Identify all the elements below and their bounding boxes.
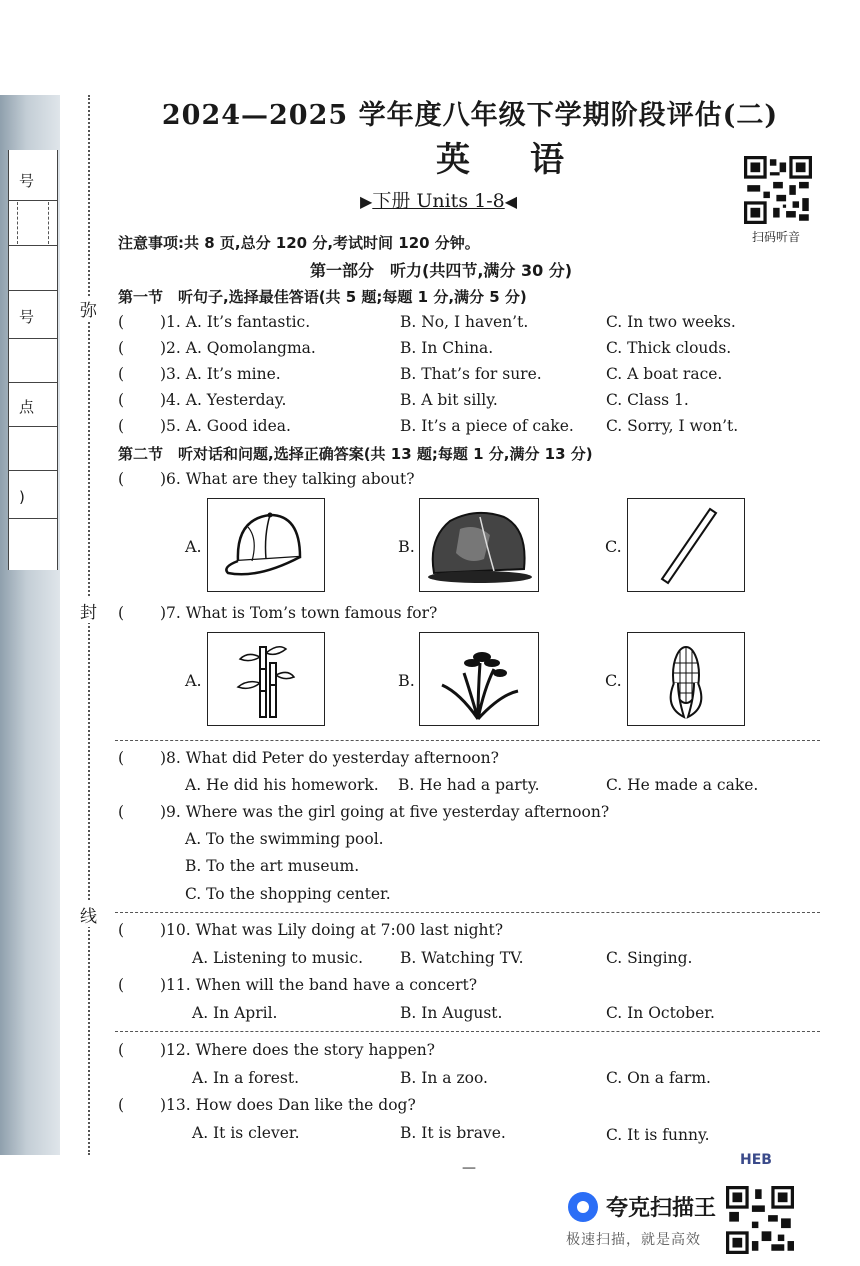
picture-option[interactable] (419, 498, 539, 592)
answer-blank[interactable]: ( (118, 417, 125, 435)
stick-icon (628, 499, 744, 591)
question-stem: )10. What was Lily doing at 7:00 last night? (160, 921, 504, 939)
option-c: C. On a farm. (606, 1069, 711, 1087)
answer-blank[interactable]: ( (118, 1096, 125, 1114)
question-stem: )5. A. Good idea. (160, 417, 291, 435)
answer-blank[interactable]: ( (118, 976, 125, 994)
picture-label: A. (185, 671, 202, 690)
triangle-right-icon: ▶ (360, 192, 373, 211)
seal-line (88, 95, 90, 1155)
answer-blank[interactable]: ( (118, 749, 125, 767)
question-stem: )11. When will the band have a concert? (160, 976, 478, 994)
answer-blank[interactable]: ( (118, 1041, 125, 1059)
scanner-tagline: 极速扫描，就是高效 (566, 1232, 701, 1248)
question-stem: )9. Where was the girl going at five yesterday afternoon? (160, 803, 610, 821)
picture-label: B. (398, 671, 415, 690)
question-stem: )7. What is Tom’s town famous for? (160, 604, 438, 622)
option-b: B. In China. (400, 339, 494, 357)
seal-word: 封 (80, 598, 97, 623)
qr-caption: 扫码听音 (752, 230, 801, 244)
notice: 注意事项:共 8 页,总分 120 分,考试时间 120 分钟。 (118, 234, 480, 252)
question-stem: )3. A. It’s mine. (160, 365, 281, 383)
exam-title: 2024—2025 学年度八年级下学期阶段评估(二) (161, 100, 779, 131)
option-b: B. That’s for sure. (400, 365, 542, 383)
bamboo-icon (208, 633, 324, 725)
page-marker: — (462, 1160, 476, 1176)
units-label: 下册 Units 1-8 (372, 190, 505, 212)
option-c: C. To the shopping center. (185, 885, 391, 903)
scanner-brand: 夸克扫描王 (606, 1196, 717, 1221)
option-b: B. He had a party. (398, 776, 540, 794)
info-label: ) (19, 488, 25, 506)
answer-blank[interactable]: ( (118, 921, 125, 939)
option-c: C. In October. (606, 1004, 715, 1022)
question-stem: )12. Where does the story happen? (160, 1041, 435, 1059)
answer-blank[interactable]: ( (118, 313, 125, 331)
picture-option[interactable] (207, 632, 325, 726)
corn-icon (628, 633, 744, 725)
question-stem: )6. What are they talking about? (160, 470, 415, 488)
question-stem: )2. A. Qomolangma. (160, 339, 316, 357)
info-label: 号 (19, 172, 35, 190)
option-a: A. To the swimming pool. (185, 830, 384, 848)
option-c: C. Sorry, I won’t. (606, 417, 739, 435)
option-a: A. He did his homework. (185, 776, 379, 794)
rice-plant-icon (420, 633, 538, 725)
option-b: B. To the art museum. (185, 857, 360, 875)
option-c: C. Class 1. (606, 391, 689, 409)
info-label: 点 (19, 398, 35, 416)
part-title: 第一部分 听力(共四节,满分 30 分) (310, 261, 573, 280)
option-b: B. Watching TV. (400, 949, 524, 967)
divider (115, 1031, 820, 1032)
section-title: 第一节 听句子,选择最佳答语(共 5 题;每题 1 分,满分 5 分) (118, 288, 527, 306)
section-title: 第二节 听对话和问题,选择正确答案(共 13 题;每题 1 分,满分 13 分) (118, 445, 593, 463)
question-stem: )4. A. Yesterday. (160, 391, 287, 409)
qr-code-icon[interactable] (726, 1186, 794, 1254)
rock-icon (420, 499, 538, 591)
info-label: 号 (19, 308, 35, 326)
cap-icon (208, 499, 324, 591)
option-b: B. In a zoo. (400, 1069, 488, 1087)
option-b: B. A bit silly. (400, 391, 498, 409)
answer-blank[interactable]: ( (118, 470, 125, 488)
option-a: A. In April. (192, 1004, 278, 1022)
option-b: B. It is brave. (400, 1124, 506, 1142)
answer-blank[interactable]: ( (118, 365, 125, 383)
qr-code-icon[interactable] (744, 156, 812, 224)
units-tag (360, 186, 517, 213)
student-info-panel (8, 150, 58, 570)
picture-label: C. (605, 537, 622, 556)
option-c: C. Singing. (606, 949, 693, 967)
answer-blank[interactable]: ( (118, 604, 125, 622)
question-stem: )1. A. It’s fantastic. (160, 313, 311, 331)
option-a: A. It is clever. (192, 1124, 300, 1142)
triangle-left-icon: ◀ (504, 192, 518, 211)
question-stem: )8. What did Peter do yesterday afternoon? (160, 749, 499, 767)
divider (115, 740, 820, 741)
option-c: C. Thick clouds. (606, 339, 732, 357)
divider (115, 912, 820, 913)
question-stem: )13. How does Dan like the dog? (160, 1096, 416, 1114)
picture-option[interactable] (207, 498, 325, 592)
option-b: B. It’s a piece of cake. (400, 417, 574, 435)
seal-word: 线 (80, 902, 97, 927)
picture-label: C. (605, 671, 622, 690)
answer-blank[interactable]: ( (118, 391, 125, 409)
answer-blank[interactable]: ( (118, 803, 125, 821)
answer-blank[interactable]: ( (118, 339, 125, 357)
publisher-mark: HEB (740, 1152, 772, 1168)
picture-option[interactable] (627, 498, 745, 592)
picture-label: B. (398, 537, 415, 556)
option-a: A. Listening to music. (192, 949, 364, 967)
option-c: C. In two weeks. (606, 313, 736, 331)
option-c: C. He made a cake. (606, 776, 759, 794)
scanner-logo-icon (568, 1192, 598, 1222)
picture-option[interactable] (627, 632, 745, 726)
seal-word: 弥 (80, 296, 97, 321)
option-c: C. A boat race. (606, 365, 723, 383)
option-a: A. In a forest. (192, 1069, 300, 1087)
subject-title: 英语 (436, 140, 624, 180)
picture-label: A. (185, 537, 202, 556)
option-c: C. It is funny. (606, 1126, 710, 1144)
picture-option[interactable] (419, 632, 539, 726)
option-b: B. No, I haven’t. (400, 313, 529, 331)
option-b: B. In August. (400, 1004, 503, 1022)
